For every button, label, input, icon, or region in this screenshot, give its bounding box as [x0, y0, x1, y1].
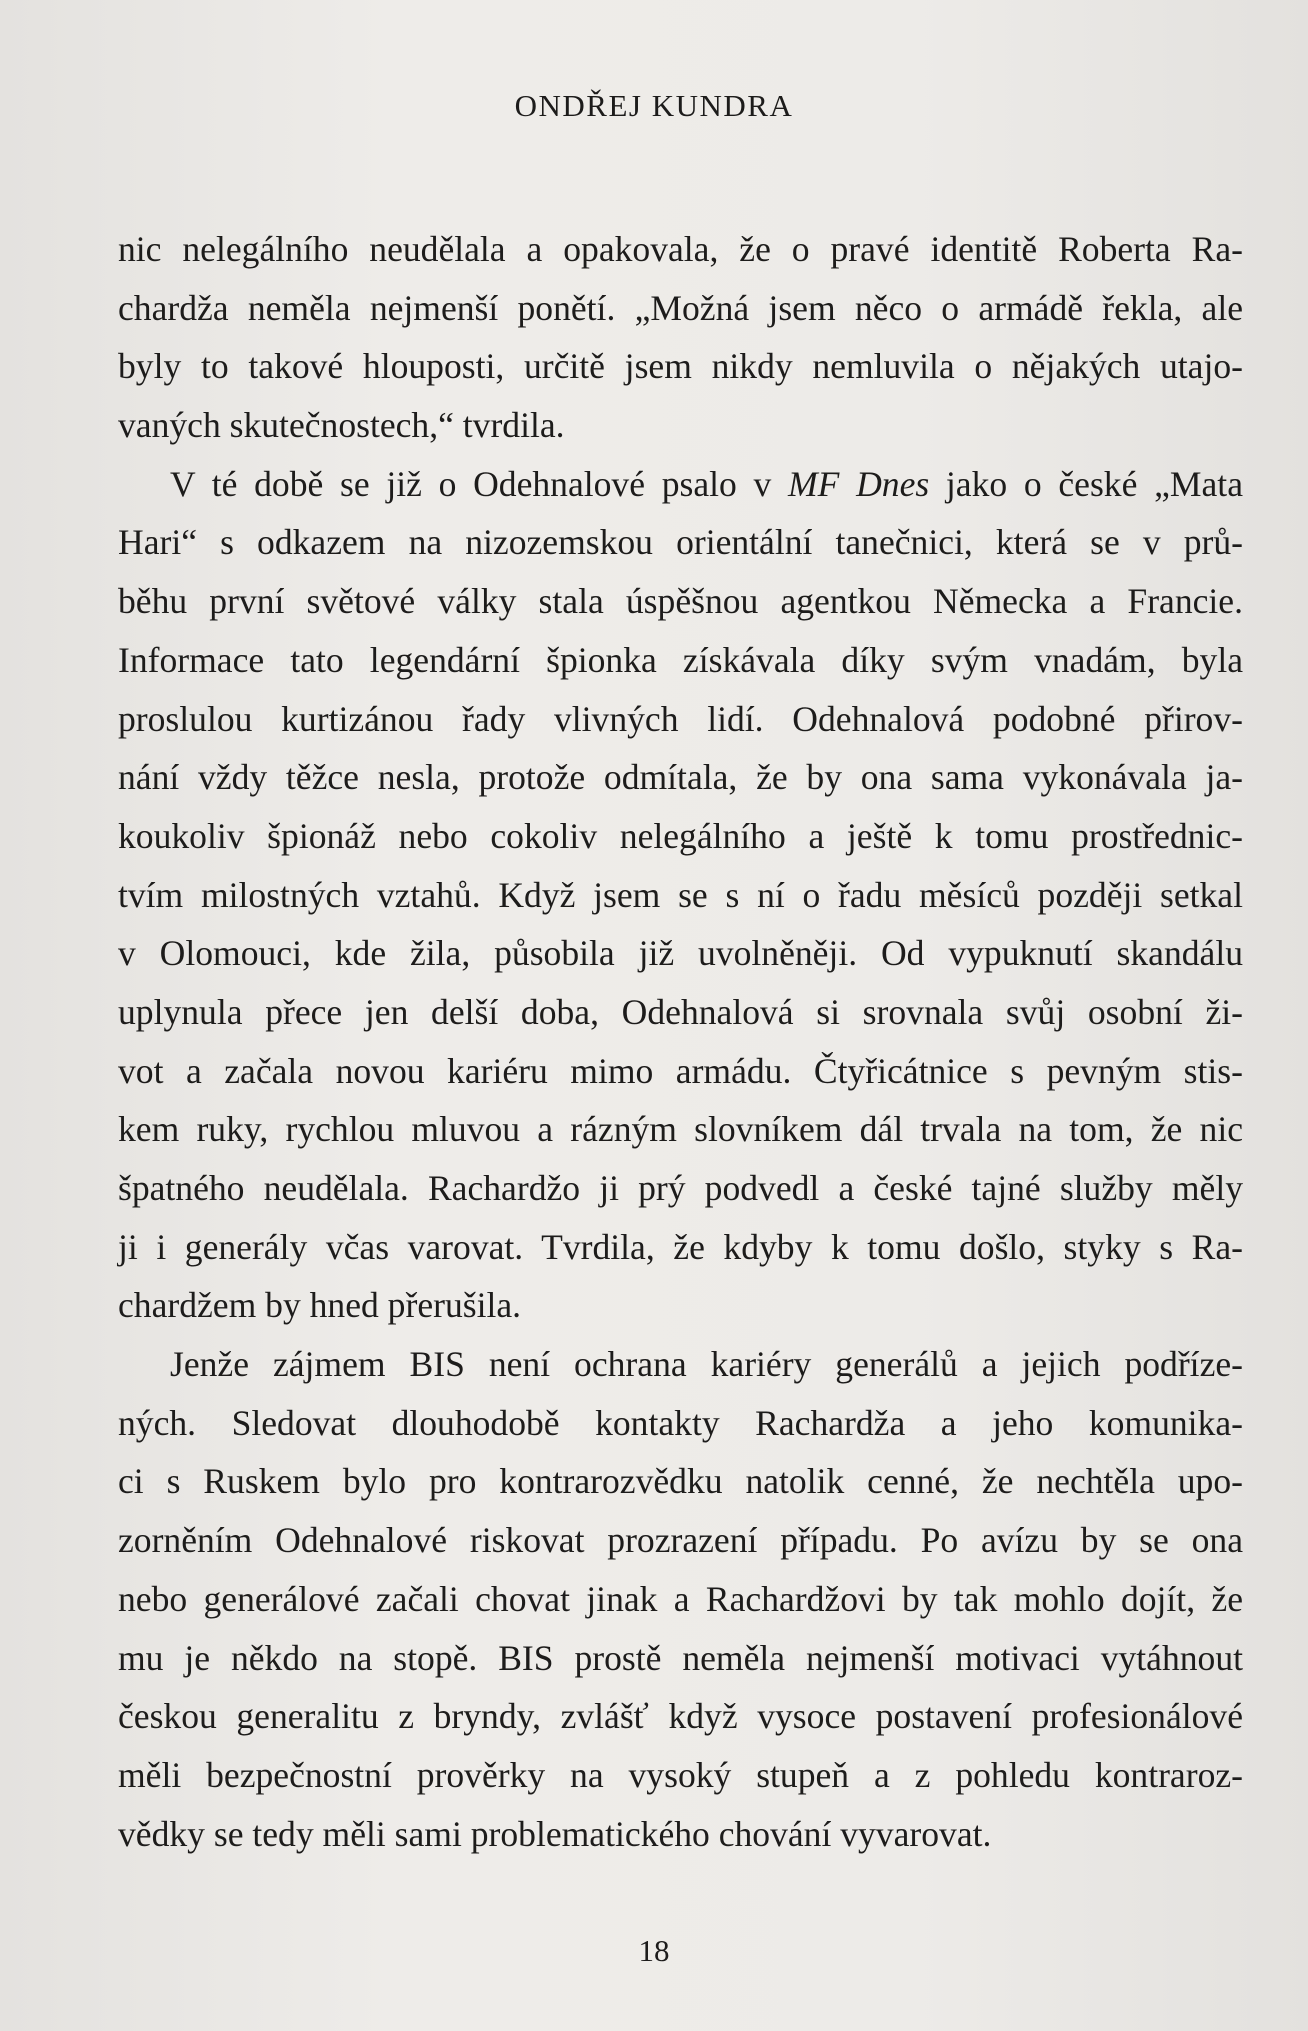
text-line: kem ruky, rychlou mluvou a rázným slovníkem dál trvala na tom, že nic — [118, 1109, 1243, 1150]
body-text — [118, 220, 1243, 1863]
text-line: Jenže zájmem BIS není ochrana kariéry generálů a jejich podříze- — [170, 1344, 1243, 1385]
text-line: tvím milostných vztahů. Když jsem se s ní o řadu měsíců později setkal — [118, 874, 1243, 915]
running-head: ONDŘEJ KUNDRA — [514, 88, 794, 123]
text-line: nic nelegálního neudělala a opakovala, že o pravé identitě Roberta Ra- — [118, 229, 1243, 269]
page-number: 18 — [638, 1933, 670, 1968]
text-line: uplynula přece jen delší doba, Odehnalová si srovnala svůj osobní ži- — [118, 991, 1243, 1032]
text-line: byly to takové hlouposti, určitě jsem nikdy nemluvila o nějakých utajo- — [118, 346, 1243, 387]
text-line: nebo generálové začali chovat jinak a Rachardžovi by tak mohlo dojít, že — [118, 1578, 1243, 1619]
text-line: vaných skutečnostech,“ tvrdila. — [118, 405, 565, 446]
text-line: Informace tato legendární špionka získávala díky svým vnadám, byla — [118, 639, 1243, 680]
text-line: vědky se tedy měli sami problematického chování vyvarovat. — [118, 1813, 992, 1854]
text-line: proslulou kurtizánou řady vlivných lidí. Odehnalová podobné přirov- — [118, 698, 1243, 739]
text-line: ných. Sledovat dlouhodobě kontakty Rachardža a jeho komunika- — [118, 1402, 1243, 1443]
text-line: ji i generály včas varovat. Tvrdila, že kdyby k tomu došlo, styky s Ra- — [118, 1226, 1243, 1267]
italic-title: MF Dnes — [788, 463, 930, 504]
text-line: Hari“ s odkazem na nizozemskou orientální tanečnici, která se v prů- — [118, 522, 1243, 563]
text-line: vot a začala novou kariéru mimo armádu. Čtyřicátnice s pevným stis- — [118, 1050, 1243, 1091]
text-line: chardžem by hned přerušila. — [118, 1285, 522, 1326]
text-line: ci s Ruskem bylo pro kontrarozvědku natolik cenné, že nechtěla upo- — [118, 1461, 1243, 1502]
text-line: špatného neudělala. Rachardžo ji prý podvedl a české tajné služby měly — [118, 1168, 1243, 1208]
text-line: měli bezpečnostní prověrky na vysoký stupeň a z pohledu kontraroz- — [118, 1754, 1243, 1795]
text-line: V té době se již o Odehnalové psalo v MF Dnes jako o české „Mata — [170, 463, 1243, 504]
text-line: zorněním Odehnalové riskovat prozrazení případu. Po avízu by se ona — [118, 1520, 1243, 1561]
text-line: českou generalitu z bryndy, zvlášť když vysoce postavení profesionálové — [118, 1696, 1243, 1737]
text-line: koukoliv špionáž nebo cokoliv nelegálního a ještě k tomu prostřednic- — [118, 815, 1243, 856]
text-line: v Olomouci, kde žila, působila již uvolněněji. Od vypuknutí skandálu — [118, 933, 1243, 974]
text-line: běhu první světové války stala úspěšnou agentkou Německa a Francie. — [118, 581, 1243, 622]
text-line: nání vždy těžce nesla, protože odmítala, že by ona sama vykonávala ja- — [118, 757, 1243, 798]
text-line: mu je někdo na stopě. BIS prostě neměla nejmenší motivaci vytáhnout — [118, 1637, 1243, 1678]
text-line: chardža neměla nejmenší ponětí. „Možná jsem něco o armádě řekla, ale — [118, 287, 1243, 328]
